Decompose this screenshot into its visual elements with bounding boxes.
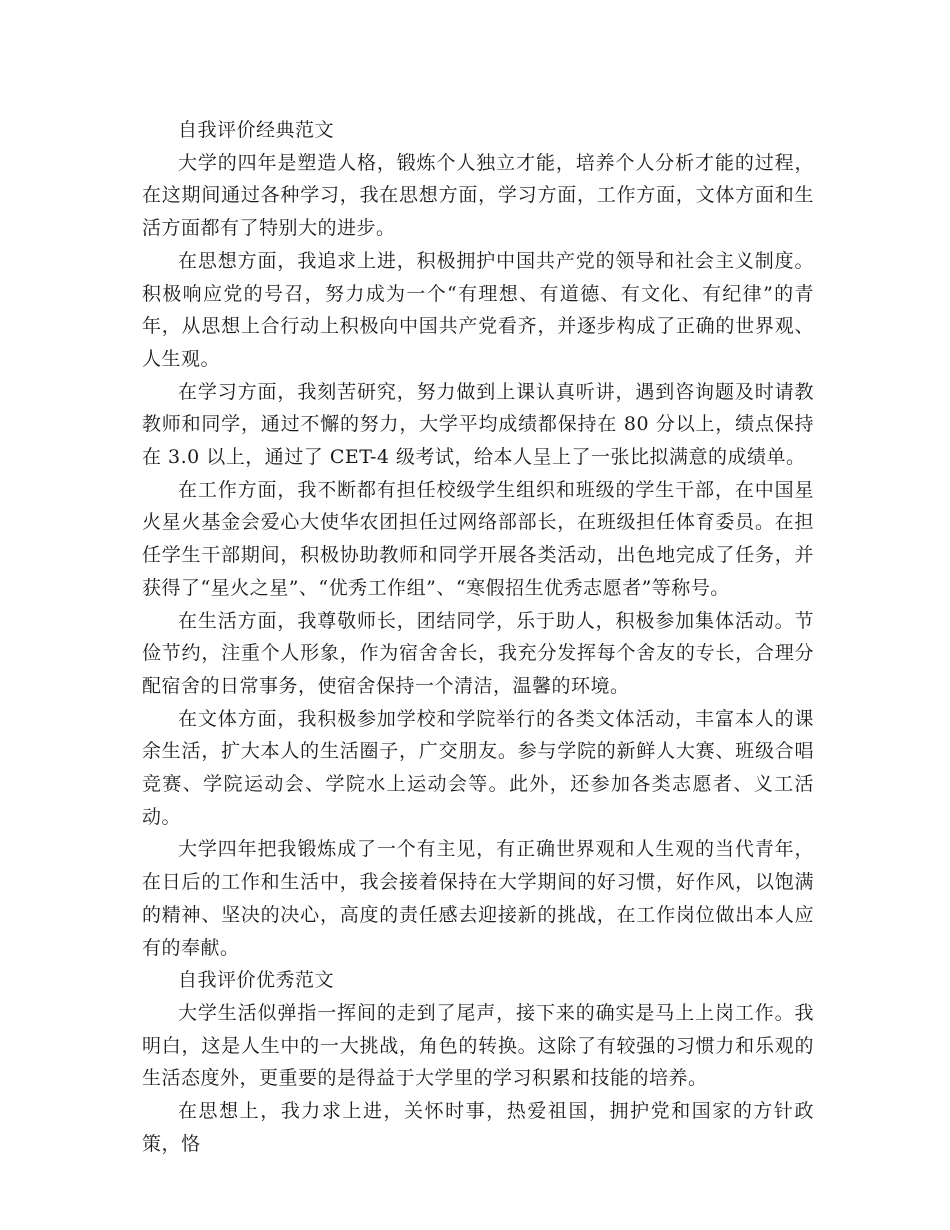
document-body [142, 114, 814, 1161]
paragraph-summary: 大学四年把我锻炼成了一个有主见，有正确世界观和人生观的当代青年，在日后的工作和生活中，我会接着保持在大学期间的好习惯，好作风，以饱满的精神、坚决的决心，高度的责任感去迎接新的挑战，在工作岗位做出本人应有的奉献。 [142, 838, 814, 959]
paragraph-life: 在生活方面，我尊敬师长，团结同学，乐于助人，积极参加集体活动。节俭节约，注重个人形象，作为宿舍舍长，我充分发挥每个舍友的专长，合理分配宿舍的日常事务，使宿舍保持一个清洁，温馨的环境。 [142, 609, 814, 697]
section-heading-classic: 自我评价经典范文 [178, 119, 335, 141]
paragraph-culture-sports: 在文体方面，我积极参加学校和学院举行的各类文体活动，丰富本人的课余生活，扩大本人的生活圈子，广交朋友。参与学院的新鲜人大赛、班级合唱竞赛、学院运动会、学院水上运动会等。此外，还参加各类志愿者、义工活动。 [142, 707, 814, 828]
paragraph-thought: 在思想方面，我追求上进，积极拥护中国共产党的领导和社会主义制度。积极响应党的号召，努力成为一个“有理想、有道德、有文化、有纪律”的青年，从思想上合行动上积极向中国共产党看齐，并逐步构成了正确的世界观、人生观。 [142, 249, 814, 370]
paragraph-thought-2: 在思想上，我力求上进，关怀时事，热爱祖国，拥护党和国家的方针政策，恪 [142, 1100, 814, 1155]
section-heading-excellent: 自我评价优秀范文 [178, 969, 335, 992]
paragraph-study: 在学习方面，我刻苦研究，努力做到上课认真听讲，遇到咨询题及时请教教师和同学，通过不懈的努力，大学平均成绩都保持在 80 分以上，绩点保持在 3.0 以上，通过了 CET-4 级考试，给本人呈上了一张比拟满意的成绩单。 [142, 380, 814, 469]
paragraph-graduation: 大学生活似弹指一挥间的走到了尾声，接下来的确实是马上上岗工作。我明白，这是人生中的一大挑战，角色的转换。这除了有较强的习惯力和乐观的生活态度外，更重要的是得益于大学里的学习积累和技能的培养。 [142, 1001, 814, 1090]
paragraph-intro: 大学的四年是塑造人格，锻炼个人独立才能，培养个人分析才能的过程，在这期间通过各种学习，我在思想方面，学习方面，工作方面，文体方面和生活方面都有了特别大的进步。 [142, 151, 814, 240]
paragraph-work: 在工作方面，我不断都有担任校级学生组织和班级的学生干部，在中国星火星火基金会爱心大使华农团担任过网络部部长，在班级担任体育委员。在担任学生干部期间，积极协助教师和同学开展各类活动，出色地完成了任务，并获得了“星火之星”、“优秀工作组”、“寒假招生优秀志愿者”等称号。 [142, 478, 814, 599]
